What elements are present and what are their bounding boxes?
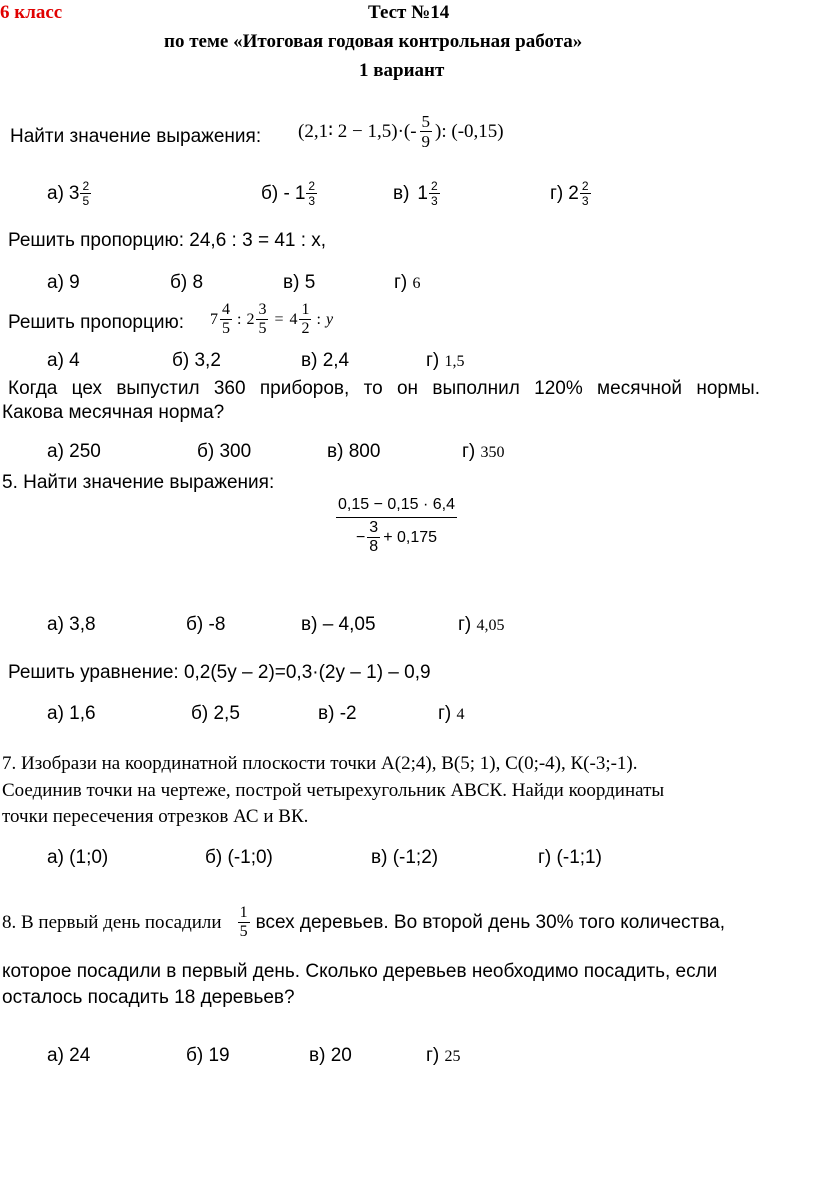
q6-option-d[interactable]: г) 4 xyxy=(438,703,465,724)
q4-option-d[interactable]: г) 350 xyxy=(462,441,505,462)
q3-option-d[interactable]: г) 1,5 xyxy=(426,350,465,371)
q7-option-d[interactable]: г) (-1;1) xyxy=(538,847,602,868)
q8-line2: которое посадили в первый день. Сколько деревьев необходимо посадить, если xyxy=(2,961,718,982)
q1-option-b[interactable]: б) - 1 $\frac{2}{3}$ xyxy=(261,179,316,208)
q1-prompt: Найти значение выражения: xyxy=(10,126,262,147)
q8-fraction: $\frac{1}{5}$ xyxy=(239,904,248,940)
q1-expression xyxy=(298,113,504,150)
q8-line1: 8. В первый день посадили $\frac{1}{5}$ всех деревьев. Во второй день 30% того количества, xyxy=(2,904,725,940)
q4-line1: Когда цех выпустил 360 приборов, то он выполнил 120% месячной нормы. xyxy=(8,378,760,399)
q8-option-b[interactable]: б) 19 xyxy=(186,1045,230,1066)
q5-option-a[interactable]: а) 3,8 xyxy=(47,614,96,635)
q8-option-c[interactable]: в) 20 xyxy=(309,1045,352,1066)
q1-expr-part2: ): (-0,15) xyxy=(435,120,504,142)
q3-prompt: Решить пропорцию: xyxy=(8,312,185,333)
q2-option-d[interactable]: г) 6 xyxy=(394,272,421,293)
q2-option-b[interactable]: б) 8 xyxy=(170,272,204,293)
q2-option-c[interactable]: в) 5 xyxy=(283,272,316,293)
q6-option-b[interactable]: б) 2,5 xyxy=(191,703,240,724)
q4-option-c[interactable]: в) 800 xyxy=(327,441,381,462)
q5-fraction xyxy=(336,496,457,555)
q3-option-b[interactable]: б) 3,2 xyxy=(172,350,221,371)
q2-option-a[interactable]: а) 9 xyxy=(47,272,80,293)
grade-label: 6 класс xyxy=(0,2,63,23)
q7-option-b[interactable]: б) (-1;0) xyxy=(205,847,273,868)
q6-text: Решить уравнение: 0,2(5у – 2)=0,3·(2у – 1) – 0,9 xyxy=(8,662,431,683)
q3-proportion: 7 $\frac{4}{5}$ : 2 $\frac{3}{5}$ = 4 $\frac{1}{2}$ : y xyxy=(210,301,334,337)
q5-numerator: 0,15 − 0,15 · 6,4 xyxy=(336,496,457,518)
q6-option-c[interactable]: в) -2 xyxy=(318,703,357,724)
q7-line2: Соединив точки на чертеже, построй четырехугольник АВСК. Найди координаты xyxy=(2,780,665,801)
test-title: Тест №14 xyxy=(368,2,450,23)
q8-option-a[interactable]: а) 24 xyxy=(47,1045,91,1066)
q3-option-a[interactable]: а) 4 xyxy=(47,350,80,371)
q5-denominator: − $\frac{3}{8}$ + 0,175 xyxy=(355,519,438,555)
q4-option-a[interactable]: а) 250 xyxy=(47,441,101,462)
variant-label: 1 вариант xyxy=(359,60,445,81)
q5-option-b[interactable]: б) -8 xyxy=(186,614,226,635)
q7-line3: точки пересечения отрезков АС и ВК. xyxy=(2,806,309,827)
q3-option-c[interactable]: в) 2,4 xyxy=(301,350,350,371)
test-topic: по теме «Итоговая годовая контрольная работа» xyxy=(164,31,583,52)
q2-text: Решить пропорцию: 24,6 : 3 = 41 : х, xyxy=(8,230,327,251)
q5-prompt: 5. Найти значение выражения: xyxy=(2,472,275,493)
q8-line3: осталось посадить 18 деревьев? xyxy=(2,987,295,1008)
q7-option-c[interactable]: в) (-1;2) xyxy=(371,847,439,868)
q4-line2: Какова месячная норма? xyxy=(2,402,225,423)
q8-option-d[interactable]: г) 25 xyxy=(426,1045,461,1066)
q4-option-b[interactable]: б) 300 xyxy=(197,441,252,462)
q1-option-c[interactable]: в) 1 $\frac{2}{3}$ xyxy=(393,179,438,208)
q5-option-d[interactable]: г) 4,05 xyxy=(458,614,505,635)
q1-expr-part1: (2,1∶ 2 − 1,5)·(- xyxy=(298,121,417,142)
q1-option-d[interactable]: г) 2 $\frac{2}{3}$ xyxy=(550,179,589,208)
q7-option-a[interactable]: а) (1;0) xyxy=(47,847,109,868)
q1-expr-fraction: $\frac{5}{9}$ xyxy=(421,112,431,151)
q5-option-c[interactable]: в) – 4,05 xyxy=(301,614,376,635)
q7-line1: 7. Изобрази на координатной плоскости точки А(2;4), В(5; 1), С(0;-4), К(-3;-1). xyxy=(2,753,638,774)
q1-option-a[interactable]: а) 3 $\frac{2}{5}$ xyxy=(47,179,90,208)
q6-option-a[interactable]: а) 1,6 xyxy=(47,703,96,724)
